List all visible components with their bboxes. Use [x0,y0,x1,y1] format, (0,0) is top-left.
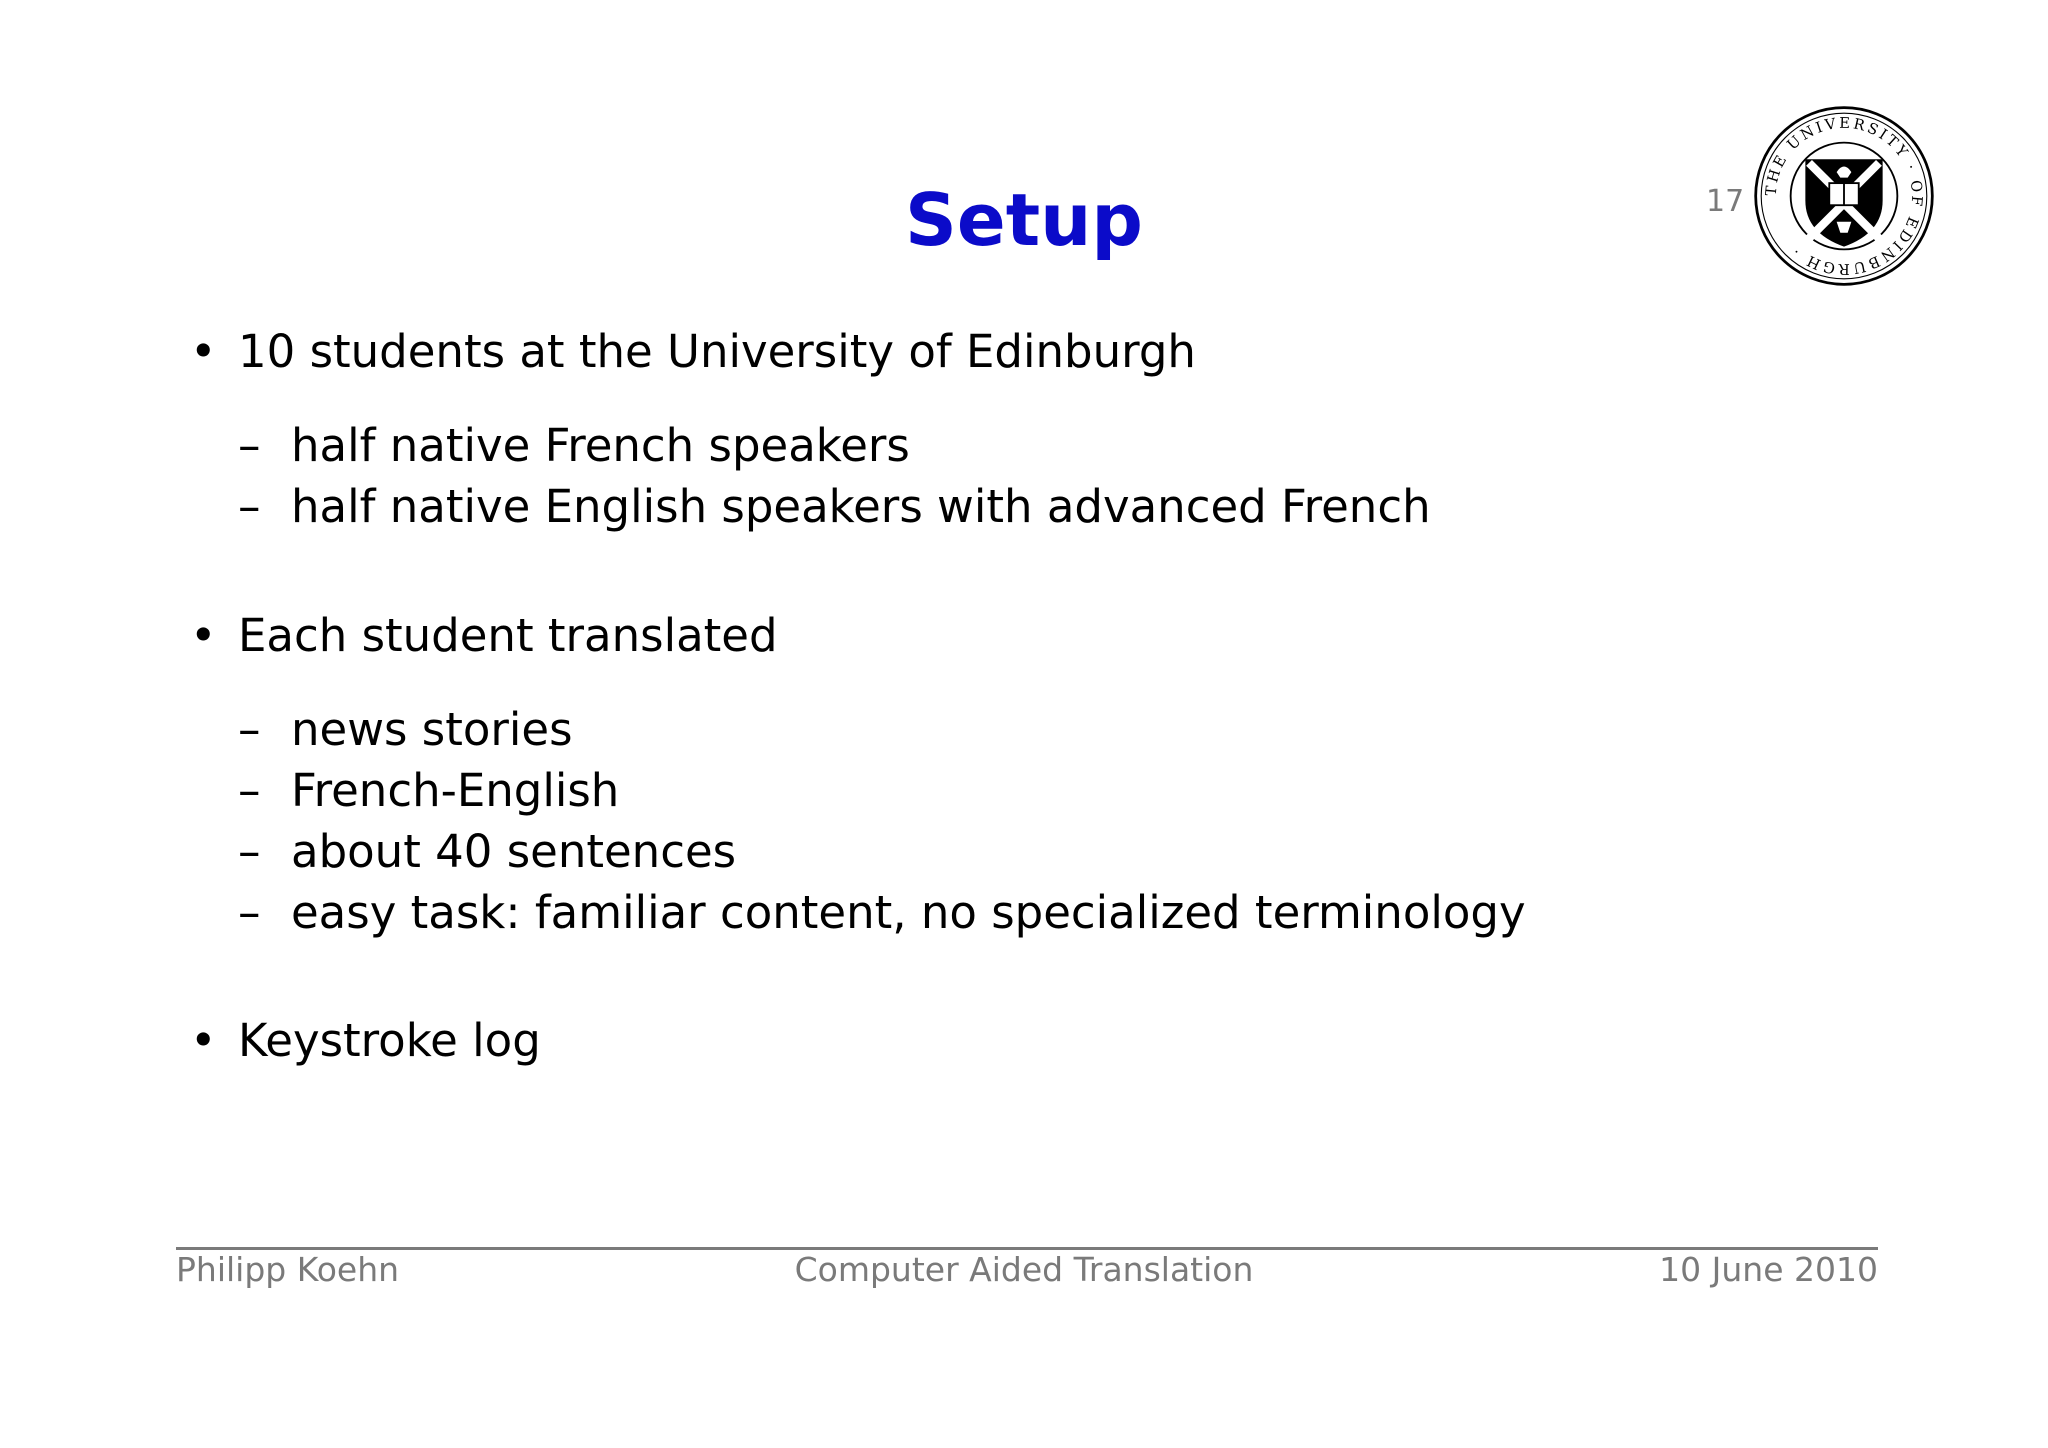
sub-bullet-text: half native English speakers with advanced French [291,480,1431,533]
sub-bullet-marker: – [238,886,261,939]
slide-title: Setup [905,178,1143,262]
bullet-marker: • [190,609,217,662]
bullet-text: Each student translated [238,609,778,662]
sub-bullet-text: about 40 sentences [291,825,737,878]
footer-date: 10 June 2010 [1659,1250,1878,1289]
bullet-marker: • [190,325,217,378]
footer-author: Philipp Koehn [176,1250,400,1289]
sub-bullet-text: French-English [291,764,620,817]
sub-bullet-text: news stories [291,703,573,756]
sub-bullet-marker: – [238,703,261,756]
sub-bullet-marker: – [238,480,261,533]
sub-bullet-marker: – [238,825,261,878]
bullet-text: Keystroke log [238,1014,541,1067]
bullet-text: 10 students at the University of Edinburgh [238,325,1196,378]
bullet-marker: • [190,1014,217,1067]
sub-bullet-text: easy task: familiar content, no specialized terminology [291,886,1526,939]
sub-bullet-text: half native French speakers [291,419,910,472]
svg-text:THE UNIVERSITY · OF EDINBURGH: THE UNIVERSITY · OF EDINBURGH · [1762,114,1926,278]
university-seal-logo [1752,104,1936,288]
footer-talk-title: Computer Aided Translation [794,1250,1254,1289]
page-number: 17 [1706,184,1745,219]
sub-bullet-marker: – [238,419,261,472]
sub-bullet-marker: – [238,764,261,817]
